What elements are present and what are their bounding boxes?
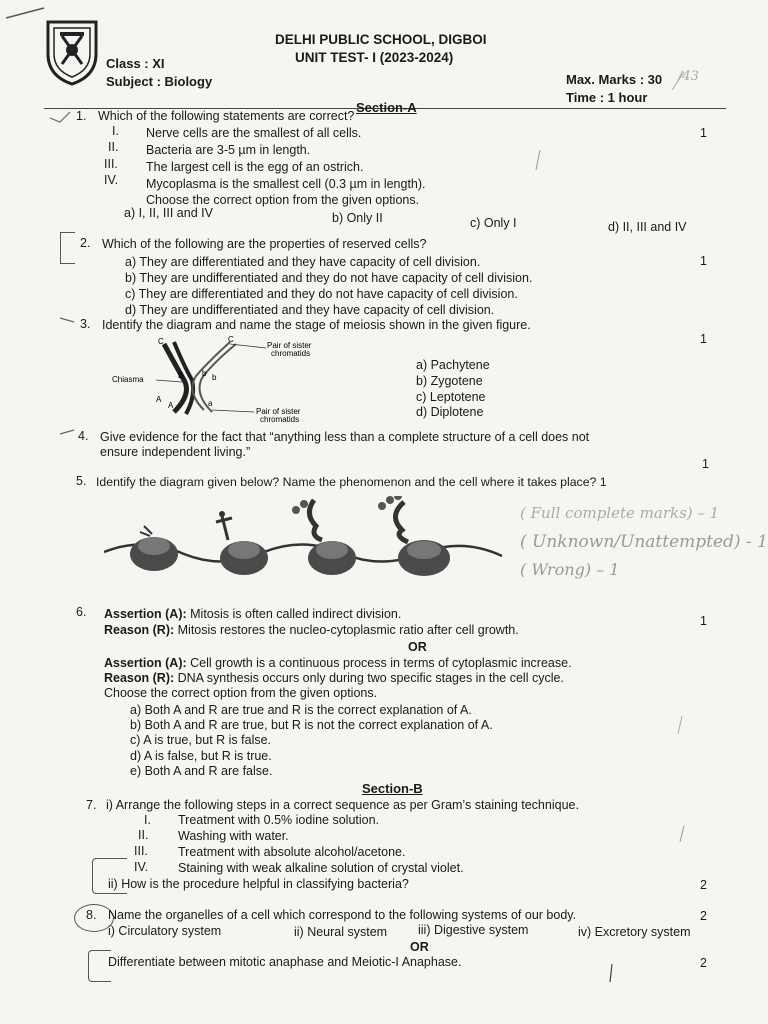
q7-number: 7. xyxy=(86,798,97,812)
q6-option-c: c) A is true, but R is false. xyxy=(130,733,272,747)
q3-option-a: a) Pachytene xyxy=(416,358,490,372)
q8-item-iii: iii) Digestive system xyxy=(418,923,529,937)
q1-s2: Bacteria are 3-5 µm in length. xyxy=(146,143,311,157)
q1-s2-num: II. xyxy=(108,140,119,154)
q1-s3: The largest cell is the egg of an ostrich. xyxy=(146,160,364,174)
q8-item-iv: iv) Excretory system xyxy=(578,925,691,939)
q6-option-a: a) Both A and R are true and R is the correct explanation of A. xyxy=(130,703,472,717)
q4-line2: ensure independent living.” xyxy=(100,445,251,459)
svg-text:C: C xyxy=(228,336,234,344)
q3-number: 3. xyxy=(80,317,91,331)
svg-text:A: A xyxy=(168,401,174,410)
reason-label: Reason (R): xyxy=(104,623,175,637)
test-title: UNIT TEST- I (2023-2024) xyxy=(295,50,454,65)
svg-text:B: B xyxy=(178,371,184,380)
pen-note-3: ( Wrong) – 1 xyxy=(520,560,620,579)
time-label: Time : 1 hour xyxy=(566,90,648,105)
q8-item-ii: ii) Neural system xyxy=(294,925,388,939)
q6-option-d: d) A is false, but R is true. xyxy=(130,749,272,763)
reason-label-2: Reason (R): xyxy=(104,671,175,685)
q4-number: 4. xyxy=(78,429,89,443)
q2-marks: 1 xyxy=(700,254,707,268)
q2-number: 2. xyxy=(80,236,91,250)
svg-text:b: b xyxy=(202,369,207,378)
q1-s3-num: III. xyxy=(104,157,118,171)
q8-alt-marks: 2 xyxy=(700,956,707,970)
assertion-label: Assertion (A): xyxy=(104,607,187,621)
assertion-text-2: Cell growth is a continuous process in terms of cytoplasmic increase. xyxy=(186,656,572,670)
fig-label-pair-bottom-2: chromatids xyxy=(260,415,300,424)
q1-option-d: d) II, III and IV xyxy=(608,220,687,234)
q1-s1: Nerve cells are the smallest of all cells. xyxy=(146,126,362,140)
q7-s3-num: III. xyxy=(134,844,148,858)
q7-s2-num: II. xyxy=(138,828,149,842)
q6-or: OR xyxy=(408,640,427,654)
q3-option-b: b) Zygotene xyxy=(416,374,483,388)
fig-label-pair-top: Pair of sister xyxy=(267,341,312,350)
pen-note-1: ( Full complete marks) – 1 xyxy=(520,504,720,522)
q8-text: Name the organelles of a cell which correspond to the following systems of our body. xyxy=(108,908,577,922)
q8-marks: 2 xyxy=(700,909,707,923)
q1-s4-num: IV. xyxy=(104,173,119,187)
assertion-label-2: Assertion (A): xyxy=(104,656,187,670)
svg-text:a: a xyxy=(208,399,213,408)
fig-label-pair-top-2: chromatids xyxy=(271,349,311,358)
q8-or: OR xyxy=(410,940,429,954)
q1-option-b: b) Only II xyxy=(332,211,383,225)
q1-marks: 1 xyxy=(700,126,707,140)
svg-text:C: C xyxy=(158,337,164,346)
q3-option-c: c) Leptotene xyxy=(416,390,486,404)
q7-s4-num: IV. xyxy=(134,860,149,874)
q8-alt: Differentiate between mitotic anaphase and Meiotic-I Anaphase. xyxy=(108,955,462,969)
assertion-text: Mitosis is often called indirect division. xyxy=(186,607,402,621)
q7-marks: 2 xyxy=(700,878,707,892)
q8-number: 8. xyxy=(86,908,97,922)
q7-s4: Staining with weak alkaline solution of crystal violet. xyxy=(178,861,464,875)
q7-s3: Treatment with absolute alcohol/acetone. xyxy=(178,845,406,859)
q7-s1-num: I. xyxy=(144,813,151,827)
q1-choose: Choose the correct option from the given options. xyxy=(146,193,420,207)
handwritten-score: /43 xyxy=(678,69,699,84)
q7-text: i) Arrange the following steps in a correct sequence as per Gram’s staining technique. xyxy=(106,798,579,812)
q8-item-i: i) Circulatory system xyxy=(108,924,222,938)
section-a-heading: Section-A xyxy=(356,100,417,115)
reason-text: Mitosis restores the nucleo-cytoplasmic ratio after cell growth. xyxy=(174,623,519,637)
q3-marks: 1 xyxy=(700,332,707,346)
q1-number: 1. xyxy=(76,109,87,123)
max-marks: Max. Marks : 30 xyxy=(566,72,663,87)
subject-label: Subject : Biology xyxy=(106,74,213,89)
q2-option-a: a) They are differentiated and they have capacity of cell division. xyxy=(125,255,481,269)
q1-s4: Mycoplasma is the smallest cell (0.3 µm in length). xyxy=(146,177,426,191)
q6-option-e: e) Both A and R are false. xyxy=(130,764,273,778)
q3-option-d: d) Diplotene xyxy=(416,405,484,419)
q6-number: 6. xyxy=(76,605,87,619)
fig-label-pair-bottom: Pair of sister xyxy=(256,407,301,416)
q7-s1: Treatment with 0.5% iodine solution. xyxy=(178,813,380,827)
svg-text:b: b xyxy=(212,373,217,382)
pen-note-2: ( Unknown/Unattempted) - 1 xyxy=(520,532,768,552)
q1-text: Which of the following statements are correct? xyxy=(98,109,355,123)
q2-option-c: c) They are differentiated and they do not have capacity of cell division. xyxy=(125,287,518,301)
q5-text: Identify the diagram given below? Name the phenomenon and the cell where it takes place? 1 xyxy=(96,475,607,489)
q5-number: 5. xyxy=(76,474,87,488)
school-name: DELHI PUBLIC SCHOOL, DIGBOI xyxy=(275,32,487,47)
q6-marks: 1 xyxy=(700,614,707,628)
q4-marks: 1 xyxy=(702,457,709,471)
q1-option-c: c) Only I xyxy=(470,216,517,230)
q1-option-a: a) I, II, III and IV xyxy=(124,206,213,220)
q4-line1: Give evidence for the fact that “anything less than a complete structure of a cell does not xyxy=(100,430,590,444)
q1-s1-num: I. xyxy=(112,124,119,138)
class-label: Class : XI xyxy=(106,56,165,71)
reason-text-2: DNA synthesis occurs only during two specific stages in the cell cycle. xyxy=(174,671,564,685)
q2-text: Which of the following are the properties of reserved cells? xyxy=(102,237,427,251)
q2-option-b: b) They are undifferentiated and they do not have capacity of cell division. xyxy=(125,271,533,285)
svg-text:A: A xyxy=(156,395,162,404)
q7-ii: ii) How is the procedure helpful in classifying bacteria? xyxy=(108,877,409,891)
fig-label-chiasma: Chiasma xyxy=(112,375,144,384)
q2-option-d: d) They are undifferentiated and they have capacity of cell division. xyxy=(125,303,495,317)
q7-s2: Washing with water. xyxy=(178,829,289,843)
q3-text: Identify the diagram and name the stage of meiosis shown in the given figure. xyxy=(102,318,531,332)
section-b-heading: Section-B xyxy=(362,781,423,796)
q6-choose: Choose the correct option from the given options. xyxy=(104,686,378,700)
q6-option-b: b) Both A and R are true, but R is not the correct explanation of A. xyxy=(130,718,493,732)
